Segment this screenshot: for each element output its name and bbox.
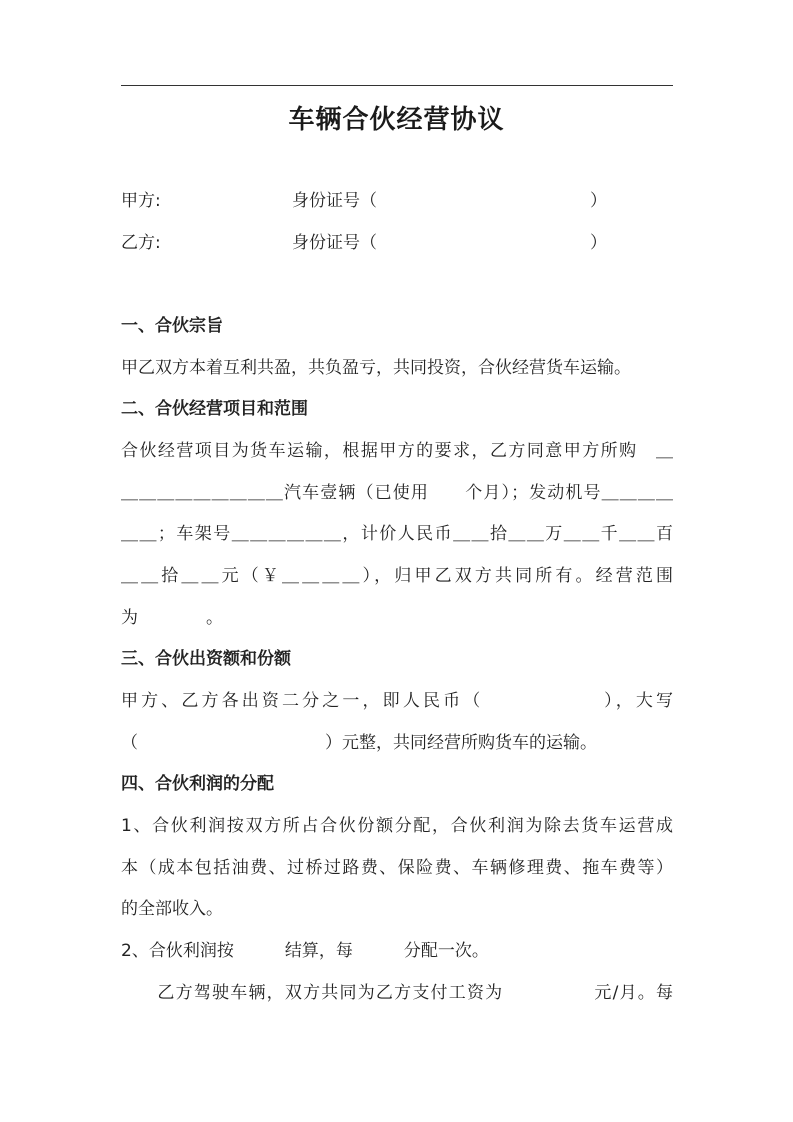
section4-line: 乙方驾驶车辆，双方共同为乙方支付工资为 元/月。每 (121, 983, 673, 1003)
section4-line: 2、合伙利润按 结算，每 分配一次。 (121, 941, 489, 961)
section1-text: 甲乙双方本着互利共盈，共负盈亏，共同投资，合伙经营货车运输。 (121, 358, 631, 378)
section4-line: 的全部收入。 (121, 899, 223, 919)
top-rule (121, 85, 673, 86)
section2-line: 为 。 (121, 608, 223, 628)
section3-heading: 三、合伙出资额和份额 (121, 649, 291, 669)
section3-line: （ ）元整，共同经营所购货车的运输。 (121, 733, 597, 753)
party-a-id-label: 身份证号（ (292, 191, 377, 211)
document-title: 车辆合伙经营协议 (288, 105, 505, 135)
party-a-label: 甲方: (121, 191, 161, 211)
party-b-id-close: ） (590, 233, 607, 253)
section2-heading: 二、合伙经营项目和范围 (121, 399, 308, 419)
section4-line: 1、合伙利润按双方所占合伙份额分配，合伙利润为除去货车运营成 (121, 816, 673, 836)
party-b-id-label: 身份证号（ (292, 233, 377, 253)
section4-line: 本（成本包括油费、过桥过路费、保险费、车辆修理费、拖车费等） (121, 858, 673, 878)
section4-heading: 四、合伙利润的分配 (121, 774, 274, 794)
section2-line: 合伙经营项目为货车运输，根据甲方的要求，乙方同意甲方所购 ＿ (121, 441, 673, 461)
section1-heading: 一、合伙宗旨 (121, 316, 223, 336)
party-b-label: 乙方: (121, 233, 161, 253)
section2-line: ＿＿；车架号＿＿＿＿＿＿，计价人民币＿＿拾＿＿万＿＿千＿＿百 (121, 524, 673, 544)
section2-line: ＿＿＿＿＿＿＿＿＿汽车壹辆（已使用 个月）；发动机号＿＿＿＿ (121, 483, 673, 503)
section2-line: ＿＿拾＿＿元（￥＿＿＿＿），归甲乙双方共同所有。经营范围 (121, 566, 673, 586)
section3-line: 甲方、乙方各出资二分之一，即人民币（ ），大写 (121, 691, 673, 711)
party-a-id-close: ） (590, 191, 607, 211)
